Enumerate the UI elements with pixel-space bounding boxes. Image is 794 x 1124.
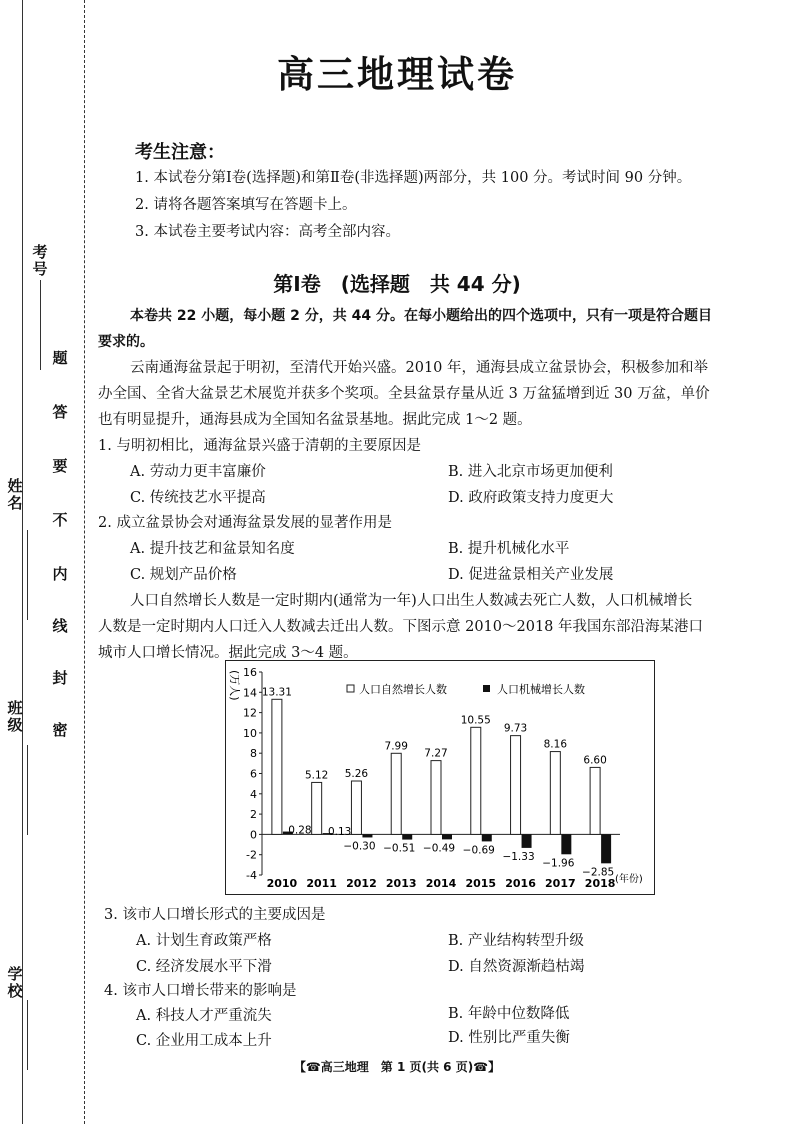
legend-swatch-migration [483,685,490,692]
data-label-natural: 8.16 [543,738,568,751]
y-tick-label: 14 [243,686,257,700]
y-tick-label: 12 [243,706,257,720]
notice-item-2: 2. 请将各题答案填写在答题卡上。 [135,197,357,213]
data-label-migration: −0.51 [383,842,416,855]
q3-option-c: C. 经济发展水平下滑 [136,959,272,975]
bar-migration-growth [442,834,452,839]
y-tick-label: 0 [250,828,257,842]
q4-option-a: A. 科技人才严重流失 [136,1008,272,1024]
passage2-line-2: 人数是一定时期内人口迁入人数减去迁出人数。下图示意 2010～2018 年我国东部沿海某港口 [98,619,704,635]
q1-option-c: C. 传统技艺水平提高 [130,490,266,506]
school-label: 学校 [7,965,23,1000]
data-label-natural: 9.73 [503,722,528,735]
x-tick-label: 2013 [385,877,417,890]
data-label-migration: −2.85 [582,866,615,879]
x-tick-label: 2010 [266,877,298,890]
page-title: 高三地理试卷 [277,53,517,96]
q4-option-c: C. 企业用工成本上升 [136,1033,272,1049]
notice-item-1: 1. 本试卷分第Ⅰ卷(选择题)和第Ⅱ卷(非选择题)两部分，共 100 分。考试时间 90 分钟。 [135,170,692,186]
class-blank-line [27,745,28,835]
seal-char-yao: 要 [52,457,68,475]
y-tick-label: 16 [243,666,257,679]
q1-option-b: B. 进入北京市场更加便利 [448,464,613,480]
data-label-migration: −0.49 [422,842,456,855]
class-label: 班级 [7,699,23,734]
exam-no-label: 考号 [32,243,48,278]
data-label-migration: −0.30 [343,840,376,853]
bar-natural-growth [511,736,521,835]
passage1-line-1: 云南通海盆景起于明初，至清代开始兴盛。2010 年，通海县成立盆景协会，积极参加和举 [130,360,709,376]
q2-option-b: B. 提升机械化水平 [448,541,570,557]
x-tick-label: 2016 [505,877,536,890]
bar-migration-growth [402,834,412,839]
q1-option-d: D. 政府政策支持力度更大 [448,490,614,506]
passage2-line-3: 城市人口增长情况。据此完成 3～4 题。 [98,645,358,661]
seal-char-da: 答 [52,403,68,421]
bar-natural-growth [272,699,282,834]
q2-option-c: C. 规划产品价格 [130,567,237,583]
q2-stem: 2. 成立盆景协会对通海盆景发展的显著作用是 [98,515,392,531]
x-tick-label: 2014 [425,877,457,890]
x-tick-label: 2015 [465,877,497,890]
bar-natural-growth [312,782,322,834]
y-tick-label: -2 [246,848,257,862]
q2-option-a: A. 提升技艺和盆景知名度 [130,541,295,557]
page-footer: 【☎高三地理 第 1 页(共 6 页)☎】 [293,1060,501,1074]
q1-option-a: A. 劳动力更丰富廉价 [130,464,266,480]
bar-natural-growth [351,781,361,834]
bar-migration-growth [482,834,492,841]
q4-option-b: B. 年龄中位数降低 [448,1006,570,1022]
q3-option-a: A. 计划生育政策严格 [136,933,272,949]
q2-option-d: D. 促进盆景相关产业发展 [448,567,614,583]
name-label: 姓名 [7,477,23,512]
x-tick-label: 2018 [584,877,616,890]
seal-char-mi: 密 [52,721,68,739]
bar-natural-growth [550,752,560,835]
notice-item-3: 3. 本试卷主要考试内容：高考全部内容。 [135,224,400,240]
bar-natural-growth [431,761,441,835]
bar-migration-growth [561,834,571,854]
data-label-natural: 6.60 [583,754,607,767]
notice-heading: 考生注意： [135,142,225,163]
section-intro-1: 本卷共 22 小题，每小题 2 分，共 44 分。在每小题给出的四个选项中，只有一项是符合题目 [130,308,712,324]
bar-migration-growth [522,834,532,847]
data-label-natural: 5.12 [304,769,329,782]
passage2-line-1: 人口自然增长人数是一定时期内(通常为一年)人口出生人数减去死亡人数，人口机械增长 [130,593,693,609]
data-label-natural: 5.26 [344,768,369,781]
q3-option-d: D. 自然资源渐趋枯竭 [448,959,585,975]
seal-char-feng: 封 [52,669,68,687]
bar-natural-growth [590,767,600,834]
y-tick-label: 6 [250,767,257,781]
chart-xlabel: (年份) [615,874,643,885]
x-tick-label: 2012 [346,877,377,890]
q3-option-b: B. 产业结构转型升级 [448,933,584,949]
y-tick-label: 4 [250,787,257,801]
bar-migration-growth [362,834,372,837]
seal-line [84,0,85,1124]
data-label-natural: 10.55 [460,714,491,727]
bar-migration-growth [601,834,611,863]
passage1-line-2: 办全国、全省大盆景艺术展览并获多个奖项。全县盆景存量从近 3 万盆猛增到近 30 万盆，单价 [98,386,710,402]
data-label-natural: 7.99 [384,740,408,753]
chart-ylabel: (万人) [228,670,241,701]
legend-label-natural: 人口自然增长人数 [359,683,447,696]
data-label-migration: −1.96 [542,857,575,870]
section-title: 第Ⅰ卷 (选择题 共 44 分) [273,272,521,296]
data-label-migration: −0.69 [462,844,495,857]
q1-stem: 1. 与明初相比，通海盆景兴盛于清朝的主要原因是 [98,438,421,454]
y-tick-label: 8 [250,747,257,761]
seal-char-xian: 线 [52,617,68,635]
legend-swatch-natural [347,685,354,692]
data-label-migration: 0.13 [327,826,352,839]
y-tick-label: 10 [243,726,257,740]
seal-char-bu: 不 [52,511,68,529]
data-label-migration: 0.28 [288,824,312,837]
bar-natural-growth [391,753,401,834]
x-tick-label: 2011 [306,877,337,890]
seal-char-ti: 题 [52,349,68,367]
q4-option-d: D. 性别比严重失衡 [448,1030,570,1046]
q4-stem: 4. 该市人口增长带来的影响是 [104,983,297,999]
section-intro-2: 要求的。 [98,334,154,350]
name-blank-line [27,530,28,620]
y-tick-label: -4 [246,869,257,882]
y-tick-label: 2 [250,808,257,822]
margin-border-line [22,0,23,1124]
bar-natural-growth [471,727,481,834]
passage1-line-3: 也有明显提升，通海县成为全国知名盆景基地。据此完成 1～2 题。 [98,412,532,428]
q3-stem: 3. 该市人口增长形式的主要成因是 [104,907,326,923]
population-growth-chart [225,660,655,895]
data-label-migration: −1.33 [502,850,535,863]
legend-label-migration: 人口机械增长人数 [497,683,585,696]
data-label-natural: 13.31 [261,686,292,699]
seal-char-nei: 内 [52,565,68,583]
data-label-natural: 7.27 [424,747,448,760]
x-tick-label: 2017 [545,877,576,890]
